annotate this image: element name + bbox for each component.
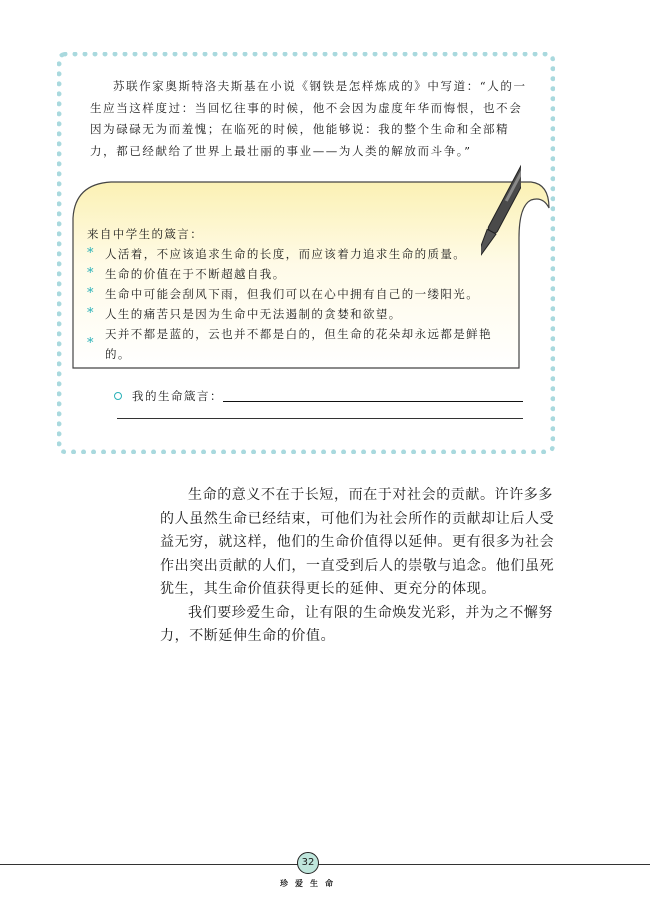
motto-item: * 生命中可能会刮风下雨，但我们可以在心中拥有自己的一缕阳光。 <box>87 284 517 304</box>
paragraph: 生命的意义不在于长短，而在于对社会的贡献。许许多多的人虽然生命已经结束，可他们为社会所作的贡献却让后人受益无穷，就这样，他们的生命价值得以延伸。更有很多为社会作出突出贡献的人们，一直受到后人的崇敬与追念。他们虽死犹生，其生命价值获得更长的延伸、更充分的体现。 <box>160 487 555 597</box>
motto-item: * 天并不都是蓝的，云也并不都是白的，但生命的花朵却永远都是鲜艳的。 <box>87 327 492 361</box>
motto-note-card <box>71 178 525 368</box>
circle-bullet-icon <box>114 392 122 400</box>
star-icon: * <box>87 306 95 321</box>
star-icon: * <box>87 336 95 351</box>
body-text <box>160 484 560 649</box>
star-icon: * <box>87 286 95 301</box>
chapter-title: 珍爱生命 <box>280 878 340 888</box>
page-number-badge: 32 <box>297 852 319 874</box>
star-icon: * <box>87 266 95 281</box>
motto-item: * 人生的痛苦只是因为生命中无法遏制的贪婪和欲望。 <box>87 304 517 324</box>
footer-rule <box>0 864 650 865</box>
my-motto-row <box>114 388 523 404</box>
motto-item: * 生命的价值在于不断超越自我。 <box>87 264 517 284</box>
my-motto-fill-line-2[interactable] <box>117 418 523 419</box>
ostrovsky-quote: 苏联作家奥斯特洛夫斯基在小说《钢铁是怎样炼成的》中写道：“人的一生应当这样度过：当回忆往事的时候，他不会因为虚度年华而悔恨，也不会因为碌碌无为而羞愧；在临死的时候，他能够说：我的整个生命和全部精力，都已经献给了世界上最壮丽的事业——为人类的解放而斗争。” <box>90 79 527 158</box>
motto-title: 来自中学生的箴言： <box>87 227 204 241</box>
star-icon: * <box>87 246 95 261</box>
motto-item: * 人活着，不应该追求生命的长度，而应该着力追求生命的质量。 <box>87 244 517 264</box>
my-motto-label: 我的生命箴言： <box>132 389 223 403</box>
my-motto-fill-line[interactable] <box>223 401 523 402</box>
paragraph: 我们要珍爱生命，让有限的生命焕发光彩，并为之不懈努力，不断延伸生命的价值。 <box>160 604 553 644</box>
